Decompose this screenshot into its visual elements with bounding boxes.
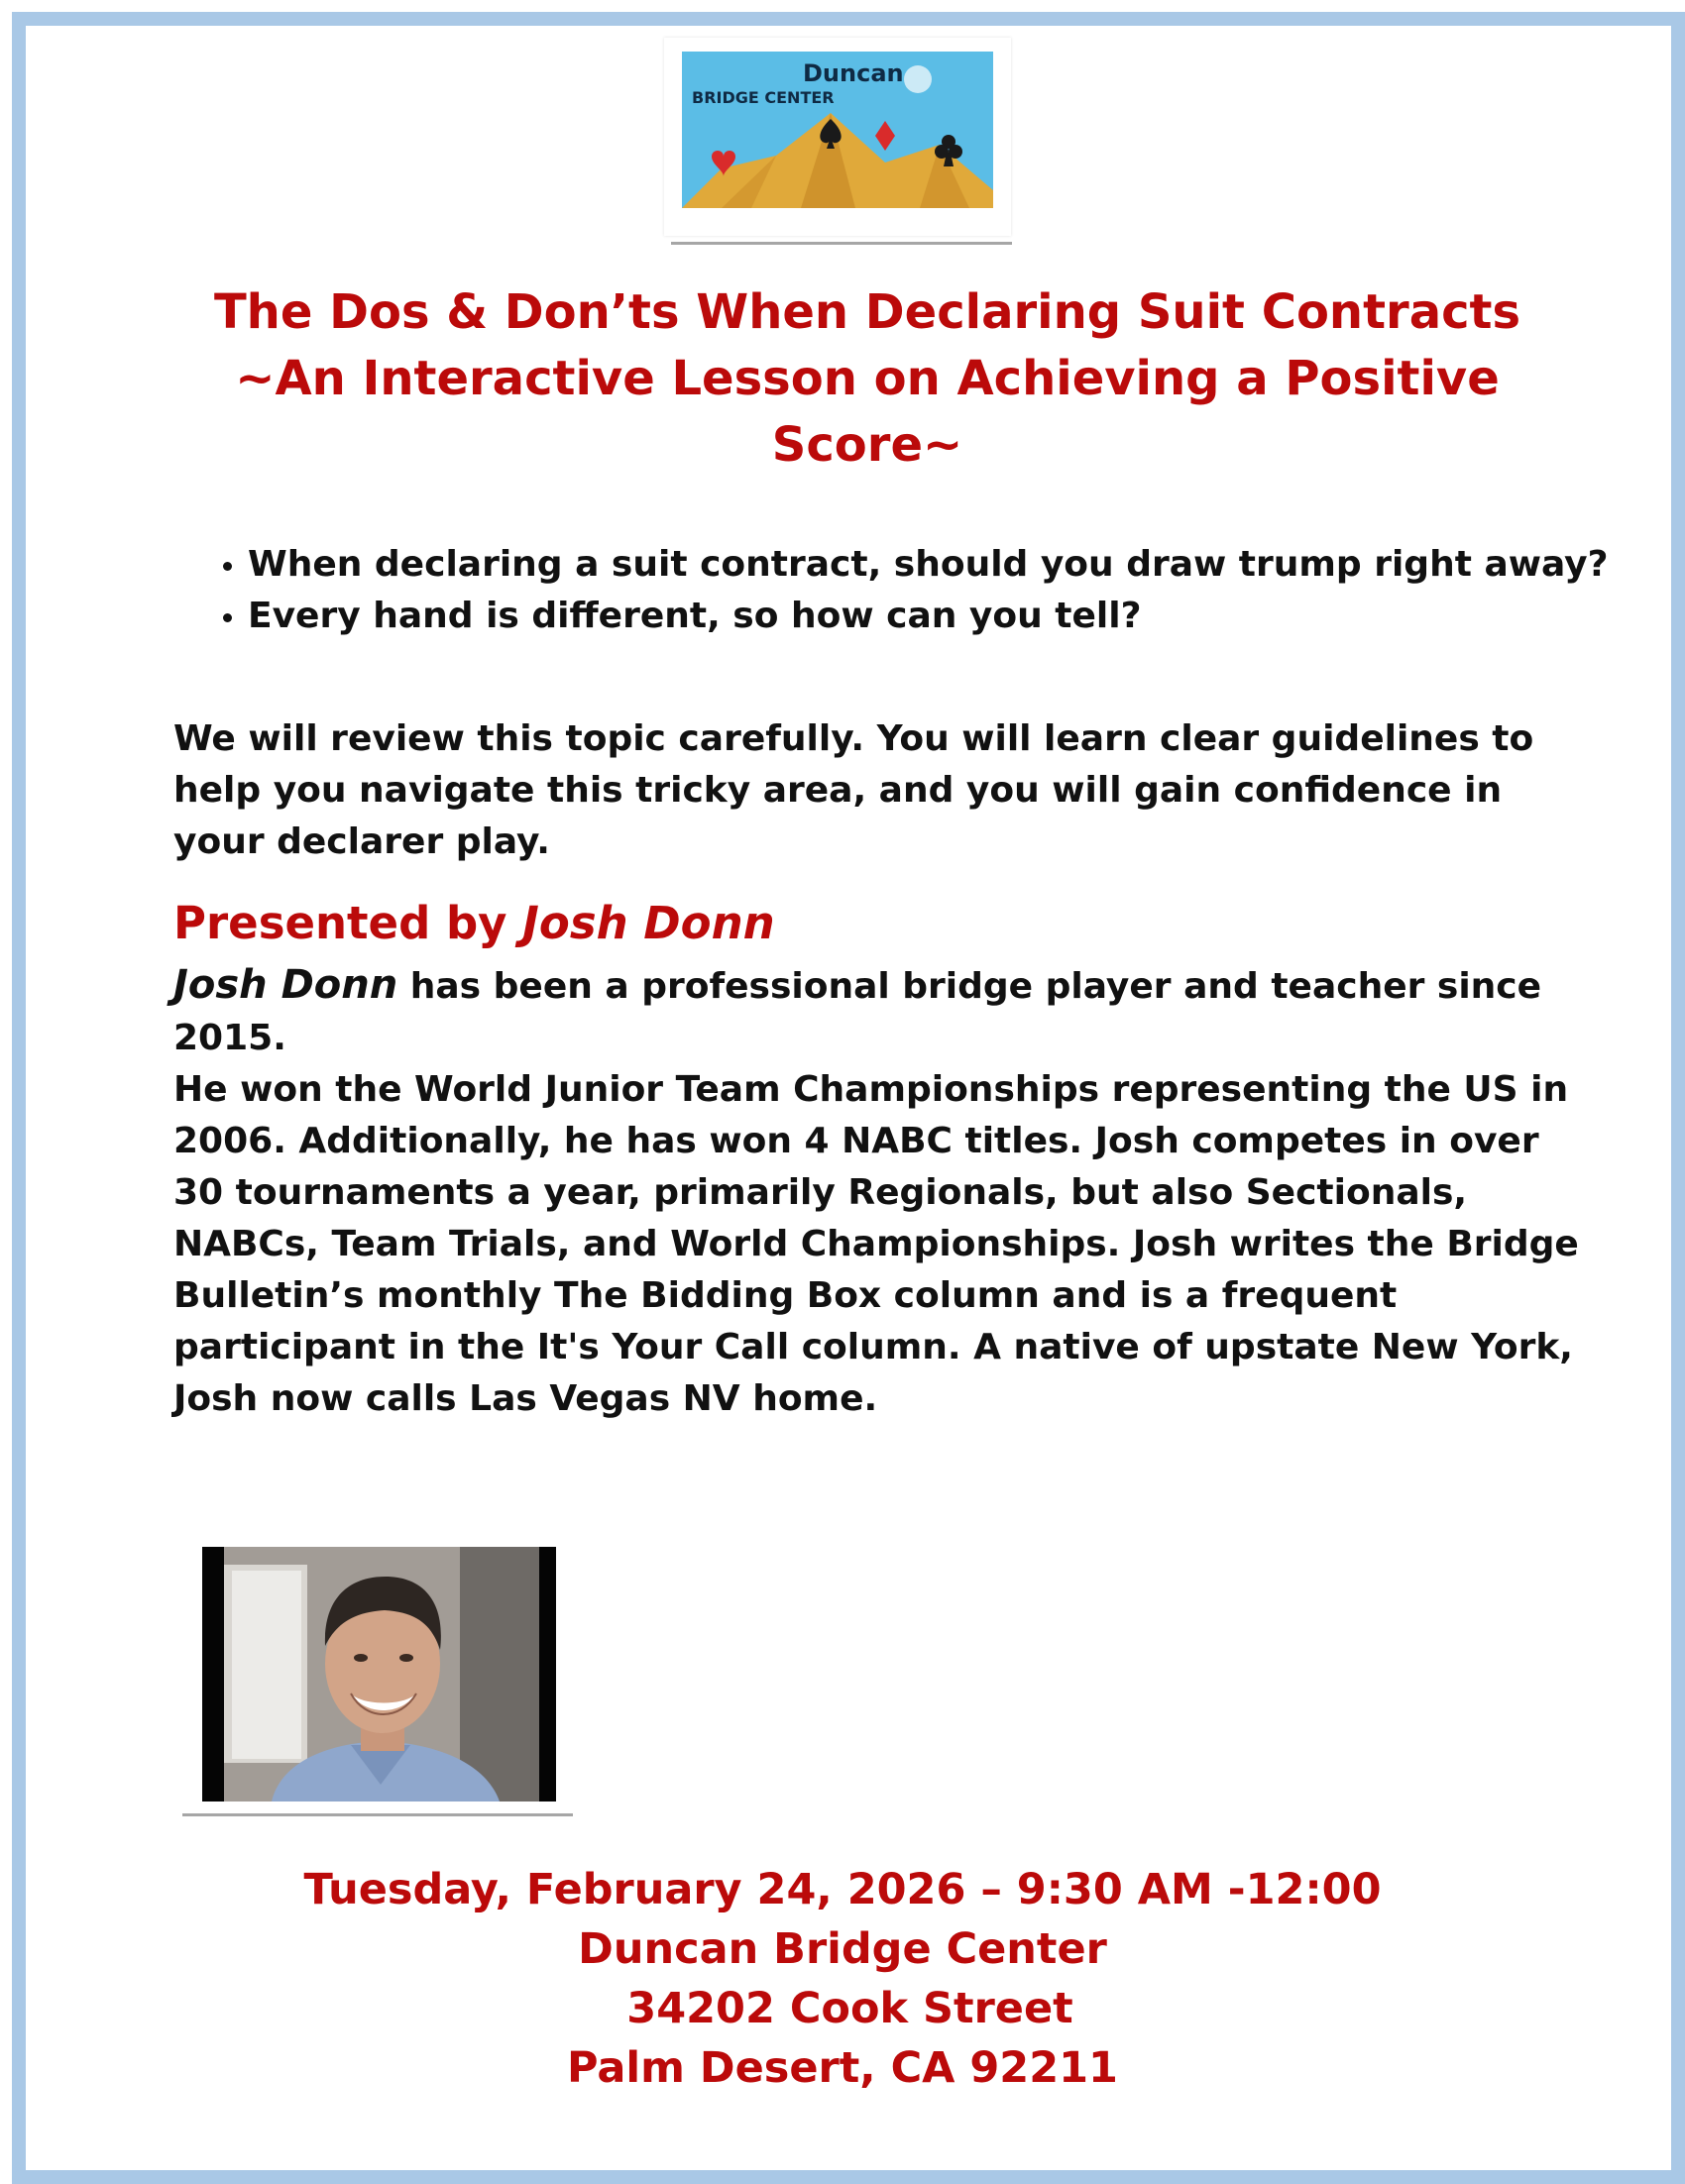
presenter-prefix: Presented by: [173, 897, 523, 949]
presenter-photo: [202, 1547, 556, 1802]
title-line-2: ~An Interactive Lesson on Achieving a Positive Score~: [235, 351, 1500, 473]
list-item: • Every hand is different, so how can you tell?: [248, 591, 1635, 642]
bio-line-1: has been a professional bridge player and teacher since 2015.: [173, 966, 1542, 1058]
presenter-bio: [173, 959, 1591, 1425]
event-venue: Duncan Bridge Center: [578, 1924, 1107, 1974]
page-title: [149, 279, 1586, 479]
logo-divider: [671, 242, 1012, 245]
event-details: [149, 1860, 1536, 2098]
photo-divider: [182, 1813, 573, 1816]
presenter-heading: [173, 894, 775, 953]
bio-name: Josh Donn: [173, 962, 398, 1008]
logo-title: Duncan: [803, 59, 904, 87]
title-line-1: The Dos & Don’ts When Declaring Suit Contracts: [213, 284, 1521, 340]
presenter-portrait: [202, 1547, 556, 1802]
presenter-name: Josh Donn: [522, 897, 775, 949]
sun-icon: [904, 65, 932, 93]
event-street: 34202 Cook Street: [612, 1984, 1073, 2033]
logo-subtitle: BRIDGE CENTER: [692, 88, 835, 107]
bio-paragraph-1: [173, 959, 1591, 1064]
event-city: Palm Desert, CA 92211: [567, 2043, 1118, 2093]
duncan-bridge-center-logo: [664, 38, 1011, 236]
bio-paragraph-2: He won the World Junior Team Championships representing the US in 2006. Additionally, he has won 4 NABC titles. Josh competes in over 30 tournaments a year, primarily Regionals, but also Sectionals, NABCs, Team Trials, and World Championships. Josh writes the Bridge Bulletin’s monthly The Bidding Box column and is a frequent participant in the It's Your Call column. A native of upstate New York, Josh now calls Las Vegas NV home.: [173, 1069, 1579, 1419]
logo-graphic: [682, 52, 993, 208]
list-item: • When declaring a suit contract, should you draw trump right away?: [248, 539, 1635, 591]
intro-paragraph: We will review this topic carefully. You will learn clear guidelines to help you navigate this tricky area, and you will gain confidence in your declarer play.: [173, 718, 1534, 862]
question-list: [191, 539, 1635, 642]
event-datetime: Tuesday, February 24, 2026 – 9:30 AM -12:00: [303, 1865, 1382, 1914]
